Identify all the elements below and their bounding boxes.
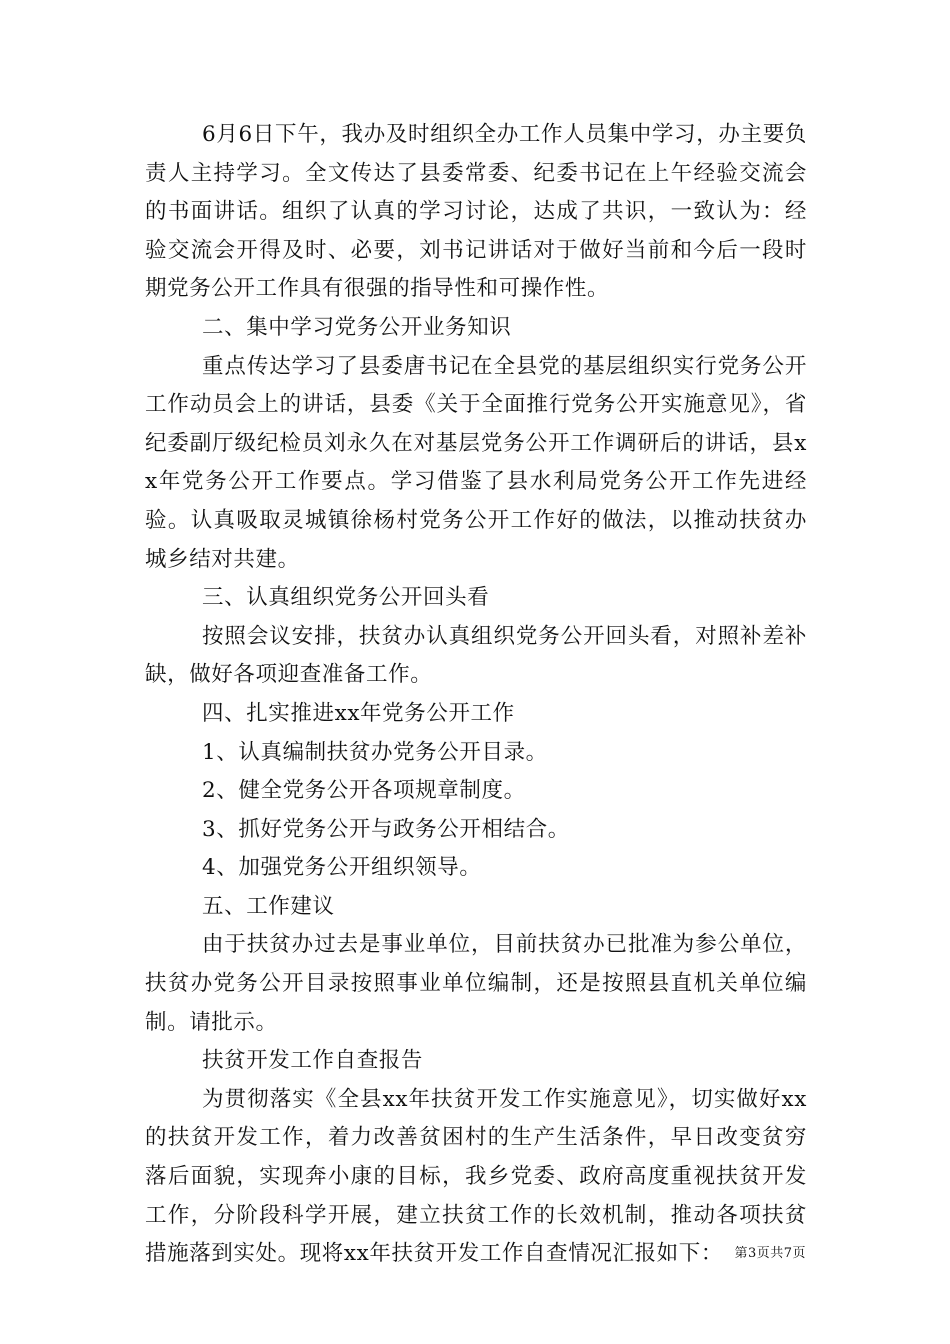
section-heading: 二、集中学习党务公开业务知识 bbox=[202, 314, 512, 340]
list-item: 4、加强党务公开组织领导。 bbox=[202, 855, 482, 881]
section-heading: 四、扎实推进xx年党务公开工作 bbox=[202, 700, 515, 726]
section-heading: 三、认真组织党务公开回头看 bbox=[202, 585, 490, 611]
paragraph: 6月6日下午，我办及时组织全办工作人员集中学习，办主要负责人主持学习。全文传达了县委常委、纪委书记在上午经验交流会的书面讲话。组织了认真的学习讨论，达成了共识，一致认为：经验交流会开得及时、必要，刘书记讲话对于做好当前和今后一段时期党务公开工作具有很强的指导性和可操作性。 bbox=[145, 122, 807, 302]
paragraph: 重点传达学习了县委唐书记在全县党的基层组织实行党务公开工作动员会上的讲话，县委《关于全面推行党务公开实施意见》，省纪委副厅级纪检员刘永久在对基层党务公开工作调研后的讲话，县xx年党务公开工作要点。学习借鉴了县水利局党务公开工作先进经验。认真吸取灵城镇徐杨村党务公开工作好的做法，以推动扶贫办城乡结对共建。 bbox=[145, 353, 807, 572]
list-item: 3、抓好党务公开与政务公开相结合。 bbox=[202, 816, 570, 842]
section-heading: 五、工作建议 bbox=[202, 893, 335, 919]
page-number: 第3页共7页 bbox=[734, 1246, 806, 1261]
paragraph: 为贯彻落实《全县xx年扶贫开发工作实施意见》，切实做好xx的扶贫开发工作，着力改善贫困村的生产生活条件，早日改变贫穷落后面貌，实现奔小康的目标，我乡党委、政府高度重视扶贫开发工作，分阶段科学开展，建立扶贫工作的长效机制，推动各项扶贫措施落到实处。现将xx年扶贫开发工作自查情况汇报如下： bbox=[145, 1086, 807, 1267]
list-item: 1、认真编制扶贫办党务公开目录。 bbox=[202, 739, 548, 765]
list-item: 2、健全党务公开各项规章制度。 bbox=[202, 778, 526, 804]
paragraph: 按照会议安排，扶贫办认真组织党务公开回头看，对照补差补缺，做好各项迎查准备工作。 bbox=[145, 623, 807, 688]
paragraph: 由于扶贫办过去是事业单位，目前扶贫办已批准为参公单位，扶贫办党务公开目录按照事业单位编制，还是按照县直机关单位编制。请批示。 bbox=[145, 932, 807, 1035]
document-body bbox=[145, 116, 807, 1274]
report-title: 扶贫开发工作自查报告 bbox=[202, 1048, 424, 1074]
